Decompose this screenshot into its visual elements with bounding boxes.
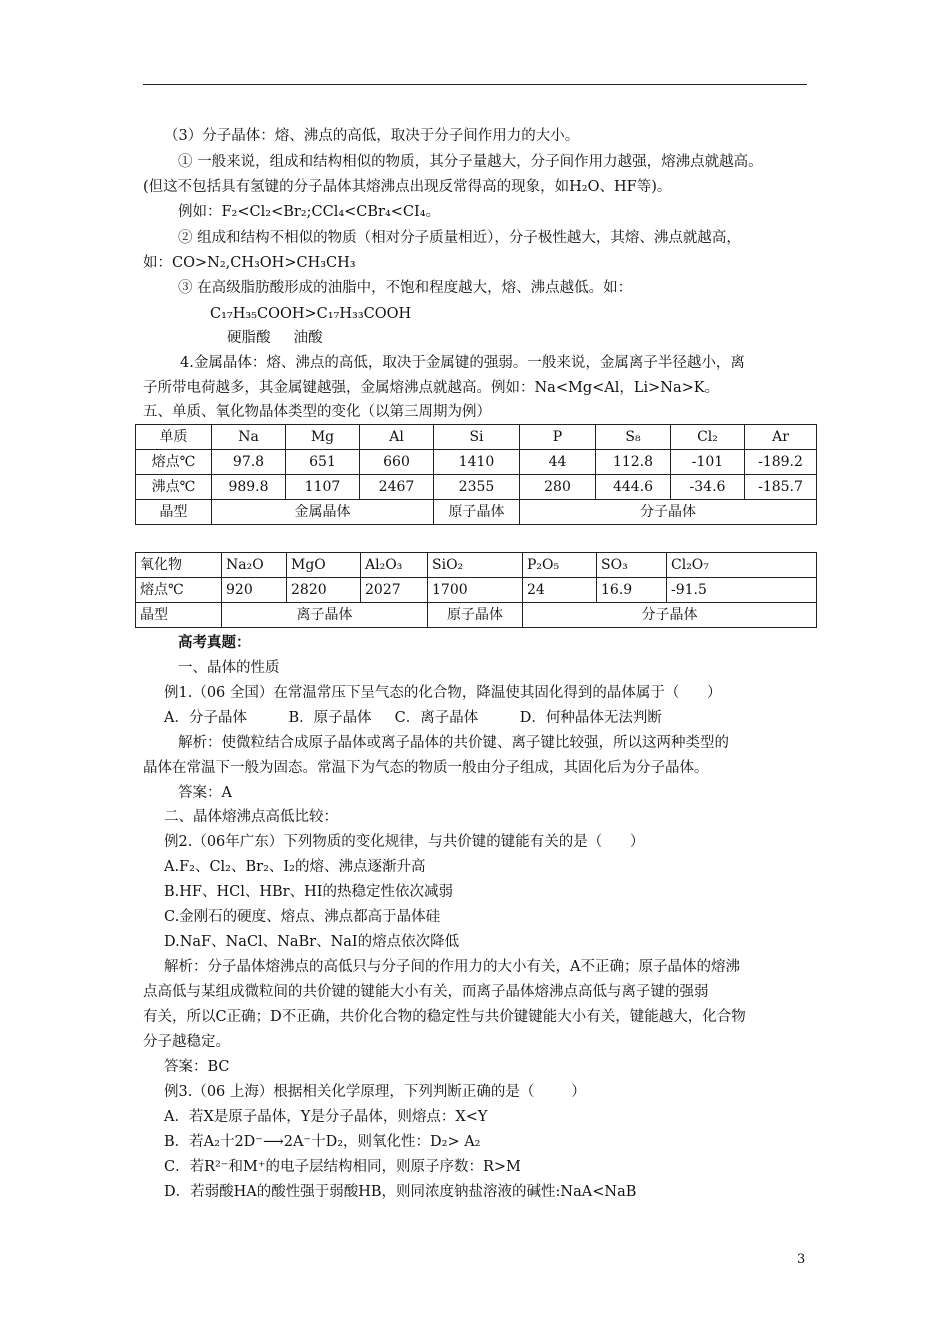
table-header-row (136, 425, 817, 450)
example2-answer: 答案：BC (164, 1059, 230, 1075)
page-number: 3 (797, 1252, 806, 1267)
table-cell: 1410 (434, 450, 520, 475)
example3-question: 例3.（06 上海）根据相关化学原理，下列判断正确的是（ ） (164, 1084, 586, 1100)
table-cell: 2467 (360, 475, 434, 500)
table-row (136, 450, 817, 475)
example3-option-b: B．若A₂十2D⁻⟶2A⁻十D₂，则氧化性：D₂> A₂ (164, 1134, 481, 1150)
table-cell: 金属晶体 (212, 500, 434, 525)
example2-option-a: A.F₂、Cl₂、Br₂、I₂的熔、沸点逐渐升高 (164, 859, 426, 875)
exam-title: 高考真题： (178, 634, 251, 651)
section3-title: （3）分子晶体：熔、沸点的高低，取决于分子间作用力的大小。 (164, 128, 580, 144)
table-cell: -91.5 (667, 578, 817, 603)
section3-p2a: ② 组成和结构不相似的物质（相对分子质量相近），分子极性越大，其熔、沸点就越高， (178, 230, 741, 246)
section3-p2b: 如：CO>N₂,CH₃OH>CH₃CH₃ (143, 255, 356, 271)
table-cell: 97.8 (212, 450, 286, 475)
table-cell: 2820 (287, 578, 361, 603)
table-cell: 2355 (434, 475, 520, 500)
example1-options: A．分子晶体 B．原子晶体 C．离子晶体 D．何种晶体无法判断 (164, 710, 662, 726)
table-row (136, 500, 817, 525)
exam-section2: 二、晶体熔沸点高低比较： (164, 809, 338, 825)
table-cell: Na (212, 425, 286, 450)
table-row (136, 578, 817, 603)
example2-option-d: D.NaF、NaCl、NaBr、NaI的熔点依次降低 (164, 934, 460, 950)
example1-analysis-1: 解析：使微粒结合成原子晶体或离子晶体的共价键、离子键比较强，所以这两种类型的 (178, 735, 729, 751)
table-cell: Al₂O₃ (361, 553, 428, 578)
table-cell: -189.2 (745, 450, 817, 475)
element-table (135, 424, 817, 525)
table-cell: 660 (360, 450, 434, 475)
table-cell: 444.6 (596, 475, 671, 500)
table-cell: 氧化物 (136, 553, 222, 578)
example1-question: 例1.（06 全国）在常温常压下呈气态的化合物，降温使其固化得到的晶体属于（ ） (164, 685, 722, 701)
example2-option-c: C.金刚石的硬度、熔点、沸点都高于晶体硅 (164, 909, 441, 925)
example2-analysis-4: 分子越稳定。 (143, 1034, 230, 1050)
table-cell: 44 (520, 450, 596, 475)
example1-analysis-2: 晶体在常温下一般为固态。常温下为气态的物质一般由分子组成，其固化后为分子晶体。 (143, 760, 709, 776)
table-row (136, 475, 817, 500)
section5-title: 五、单质、氧化物晶体类型的变化（以第三周期为例） (143, 404, 491, 420)
section3-p1b: (但这不包括具有氢键的分子晶体其熔沸点出现反常得高的现象，如H₂O、HF等)。 (143, 179, 672, 195)
table-cell: 熔点℃ (136, 450, 212, 475)
header-rule (143, 84, 807, 85)
table-cell: 沸点℃ (136, 475, 212, 500)
table-cell: 1107 (286, 475, 360, 500)
table-cell: Na₂O (222, 553, 287, 578)
table-cell: -101 (671, 450, 745, 475)
table-cell: Mg (286, 425, 360, 450)
table-cell: Cl₂ (671, 425, 745, 450)
example3-option-d: D．若弱酸HA的酸性强于弱酸HB，则同浓度钠盐溶液的碱性:NaA<NaB (164, 1184, 637, 1200)
exam-section1: 一、晶体的性质 (178, 660, 280, 676)
table-cell: 离子晶体 (222, 603, 428, 628)
section3-example1: 例如：F₂<Cl₂<Br₂;CCl₄<CBr₄<CI₄。 (178, 204, 441, 220)
section4-line1: 4.金属晶体：熔、沸点的高低，取决于金属键的强弱。一般来说，金属离子半径越小，离 (180, 355, 745, 371)
table-cell: 晶型 (136, 603, 222, 628)
table-cell: S₈ (596, 425, 671, 450)
table-row (136, 603, 817, 628)
table-cell: 280 (520, 475, 596, 500)
table-cell: 原子晶体 (434, 500, 520, 525)
table-cell: 651 (286, 450, 360, 475)
example2-analysis-1: 解析：分子晶体熔沸点的高低只与分子间的作用力的大小有关，A不正确；原子晶体的熔沸 (164, 959, 740, 975)
example2-question: 例2.（06年广东）下列物质的变化规律，与共价键的键能有关的是（ ） (164, 834, 645, 850)
table-cell: 16.9 (597, 578, 667, 603)
oxide-table (135, 552, 817, 628)
table-cell: SO₃ (597, 553, 667, 578)
table-cell: SiO₂ (428, 553, 523, 578)
section4-line2: 子所带电荷越多，其金属键越强，金属熔沸点就越高。例如：Na<Mg<Al，Li>Na>K。 (143, 380, 720, 396)
table-cell: Cl₂O₇ (667, 553, 817, 578)
table-cell: MgO (287, 553, 361, 578)
section3-p3: ③ 在高级脂肪酸形成的油脂中，不饱和程度越大，熔、沸点越低。如： (178, 280, 633, 296)
section3-formula: C₁₇H₃₅COOH>C₁₇H₃₃COOH (210, 306, 412, 322)
section3-p1a: ① 一般来说，组成和结构相似的物质，其分子量越大，分子间作用力越强，熔沸点就越高。 (178, 154, 763, 170)
example2-analysis-2: 点高低与某组成微粒间的共价键的键能大小有关，而离子晶体熔沸点高低与离子键的强弱 (143, 984, 709, 1000)
example3-option-c: C．若R²⁻和M⁺的电子层结构相同，则原子序数：R>M (164, 1159, 521, 1175)
table-header-row (136, 553, 817, 578)
table-cell: P₂O₅ (523, 553, 597, 578)
table-cell: -34.6 (671, 475, 745, 500)
example2-option-b: B.HF、HCl、HBr、HI的热稳定性依次减弱 (164, 884, 453, 900)
table-cell: Al (360, 425, 434, 450)
table-cell: 分子晶体 (523, 603, 817, 628)
example2-analysis-3: 有关，所以C正确；D不正确，共价化合物的稳定性与共价键键能大小有关，键能越大，化合物 (143, 1009, 746, 1025)
table-cell: Ar (745, 425, 817, 450)
table-cell: P (520, 425, 596, 450)
section3-acid-names: 硬脂酸 油酸 (227, 330, 323, 346)
example3-option-a: A．若X是原子晶体，Y是分子晶体，则熔点：X<Y (164, 1109, 488, 1125)
table-cell: -185.7 (745, 475, 817, 500)
example1-answer: 答案：A (178, 785, 232, 801)
table-cell: 24 (523, 578, 597, 603)
table-cell: Si (434, 425, 520, 450)
table-cell: 熔点℃ (136, 578, 222, 603)
table-cell: 单质 (136, 425, 212, 450)
table-cell: 920 (222, 578, 287, 603)
table-cell: 晶型 (136, 500, 212, 525)
table-cell: 989.8 (212, 475, 286, 500)
table-cell: 112.8 (596, 450, 671, 475)
table-cell: 分子晶体 (520, 500, 817, 525)
table-cell: 1700 (428, 578, 523, 603)
table-cell: 原子晶体 (428, 603, 523, 628)
table-cell: 2027 (361, 578, 428, 603)
